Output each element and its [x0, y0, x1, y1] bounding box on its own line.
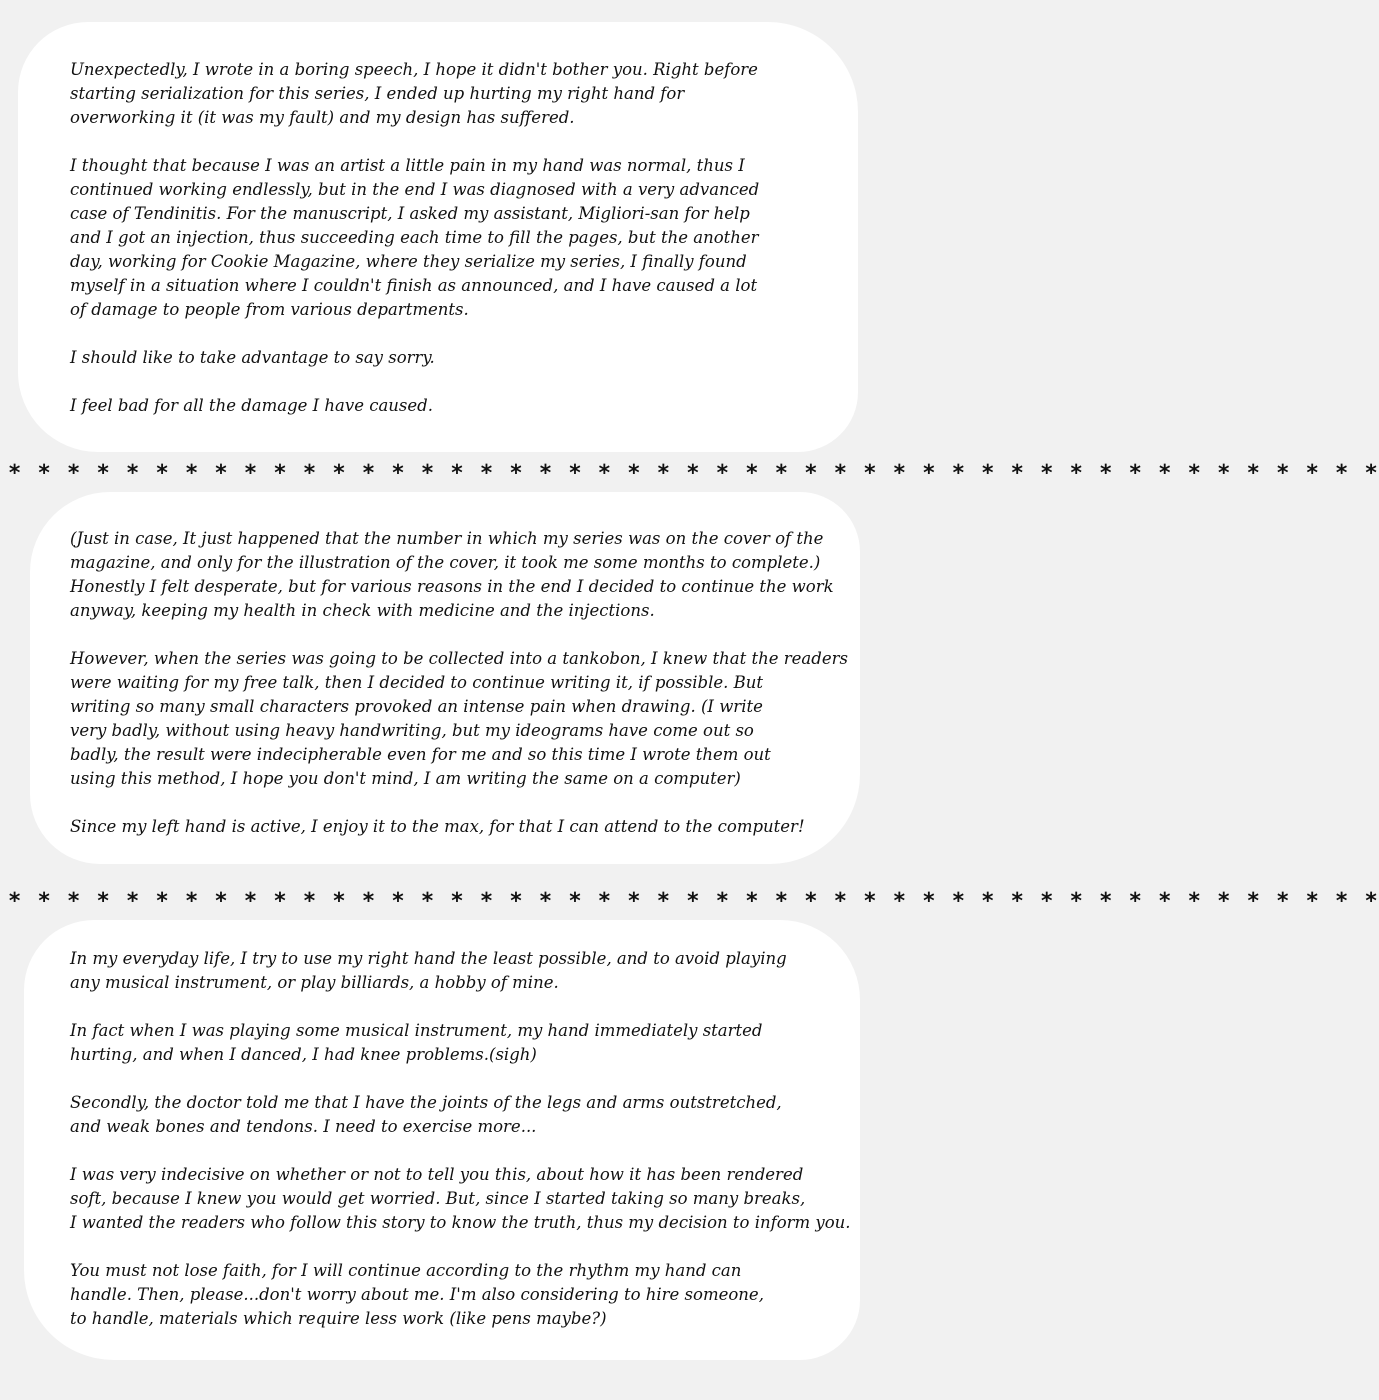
section-2 [70, 527, 860, 839]
paragraph: Since my left hand is active, I enjoy it to the max, for that I can attend to the computer! [70, 817, 805, 836]
paragraph: I feel bad for all the damage I have caused. [70, 396, 433, 415]
section-1 [70, 58, 860, 418]
paragraph: In fact when I was playing some musical instrument, my hand immediately started hurting, and when I danced, I had knee problems.(sigh) [70, 1021, 763, 1064]
section-3 [70, 947, 860, 1331]
paragraph: I was very indecisive on whether or not to tell you this, about how it has been rendered soft, because I knew you would get worried. But, since I started taking so many breaks, I wanted the readers who follow this story to know the truth, thus my decision to inform you. [70, 1165, 851, 1232]
asterisk-divider: * * * * * * * * * * * * * * * * * * * * * * * * * * * * * * * * * * * * * * * * * * * * * * * [8, 461, 1379, 486]
asterisk-divider: * * * * * * * * * * * * * * * * * * * * * * * * * * * * * * * * * * * * * * * * * * * * * * * [8, 889, 1379, 914]
paragraph: Unexpectedly, I wrote in a boring speech, I hope it didn't bother you. Right before starting serialization for this series, I ended up hurting my right hand for overworking it (it was my fault) and my design has suffered. [70, 60, 758, 127]
paragraph: Secondly, the doctor told me that I have the joints of the legs and arms outstretched, and weak bones and tendons. I need to exercise more... [70, 1093, 782, 1136]
paragraph: However, when the series was going to be collected into a tankobon, I knew that the readers were waiting for my free talk, then I decided to continue writing it, if possible. But writing so many small characters provoked an intense pain when drawing. (I write very badly, without using heavy handwriting, but my ideograms have come out so badly, the result were indecipherable even for me and so this time I wrote them out using this method, I hope you don't mind, I am writing the same on a computer) [70, 649, 848, 788]
paragraph: In my everyday life, I try to use my right hand the least possible, and to avoid playing any musical instrument, or play billiards, a hobby of mine. [70, 949, 787, 992]
paragraph: I should like to take advantage to say sorry. [70, 348, 435, 367]
paragraph: (Just in case, It just happened that the number in which my series was on the cover of the magazine, and only for the illustration of the cover, it took me some months to complete.) Honestly I felt desperate, but for various reasons in the end I decided to continue the work anyway, keeping my health in check with medicine and the injections. [70, 529, 834, 620]
paragraph: You must not lose faith, for I will continue according to the rhythm my hand can handle. Then, please...don't worry about me. I'm also considering to hire someone, to handle, materials which require less work (like pens maybe?) [70, 1261, 764, 1328]
paragraph: I thought that because I was an artist a little pain in my hand was normal, thus I continued working endlessly, but in the end I was diagnosed with a very advanced case of Tendinitis. For the manuscript, I asked my assistant, Migliori-san for help and I got an injection, thus succeeding each time to fill the pages, but the another day, working for Cookie Magazine, where they serialize my series, I finally found myself in a situation where I couldn't finish as announced, and I have caused a lot of damage to people from various departments. [70, 156, 760, 319]
